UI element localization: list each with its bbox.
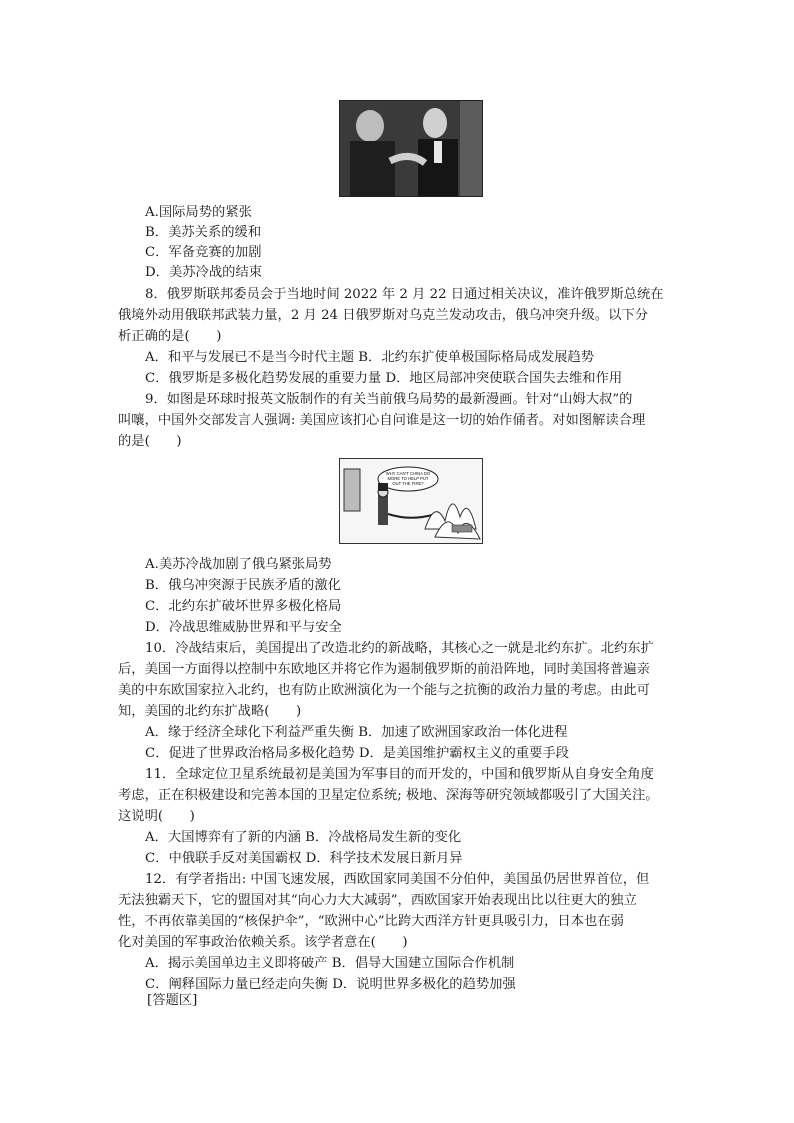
cartoon-bubble-text: WHY CAN'T CHINA DO xyxy=(385,471,431,476)
q8-options-cd: C．俄罗斯是多极化趋势发展的重要力量 D．地区局部冲突使联合国失去维和作用 xyxy=(145,371,623,386)
q10-stem-line-2: 后，美国一方面得以控制中东欧地区并将它作为遏制俄罗斯的前沿阵地，同时美国将普遍亲 xyxy=(118,662,650,677)
q8-options-ab: A．和平与发展已不是当今时代主题 B．北约东扩使单极国际格局成发展趋势 xyxy=(145,350,595,365)
q8-stem-line-2: 俄境外动用俄联邦武装力量，2 月 24 日俄罗斯对乌克兰发动攻击，俄乌冲突升级。以下分 xyxy=(118,308,649,323)
uncle-sam-fire-cartoon xyxy=(340,459,482,543)
q8-stem-line-1: 8．俄罗斯联邦委员会于当地时间 2022 年 2 月 22 日通过相关决议，准许俄罗斯总统在 xyxy=(145,287,664,302)
q8-stem-line-3: 析正确的是( ) xyxy=(118,329,222,344)
q9-stem-line-1: 9．如图是环球时报英文版制作的有关当前俄乌局势的最新漫画。针对“山姆大叔”的 xyxy=(145,392,633,407)
q10-options-cd: C．促进了世界政治格局多极化趋势 D．是美国维护霸权主义的重要手段 xyxy=(145,746,569,761)
q12-stem-line-1: 12．有学者指出: 中国飞速发展，西欧国家同美国不分伯仲，美国虽仍居世界首位，但 xyxy=(145,872,650,887)
q12-stem-line-2: 无法独霸天下，它的盟国对其“向心力大大减弱”，西欧国家开始表现出比以往更大的独立 xyxy=(118,893,637,908)
q12-stem-line-4: 化对美国的军事政治依赖关系。该学者意在( ) xyxy=(118,935,408,950)
q7-option-d: D．美苏冷战的结束 xyxy=(145,265,263,280)
q11-stem-line-2: 考虑，正在积极建设和完善本国的卫星定位系统; 极地、深海等研究领域都吸引了大国关注。 xyxy=(118,788,659,803)
q11-options-cd: C．中俄联手反对美国霸权 D．科学技术发展日新月异 xyxy=(145,851,463,866)
q9-stem-line-3: 的是( ) xyxy=(118,434,182,449)
q9-option-d: D．冷战思维威胁世界和平与安全 xyxy=(145,620,342,635)
q12-options-cd: C．阐释国际力量已经走向失衡 D．说明世界多极化的趋势加强 xyxy=(145,977,516,992)
political-cartoon xyxy=(339,458,483,544)
q7-option-b: B．美苏关系的缓和 xyxy=(145,225,262,240)
q9-stem-line-2: 叫嚷，中国外交部发言人强调: 美国应该扪心自问谁是这一切的始作俑者。对如图解读合理 xyxy=(118,413,646,428)
q12-options-ab: A．揭示美国单边主义即将破产 B．倡导大国建立国际合作机制 xyxy=(145,956,515,971)
q9-option-b: B．俄乌冲突源于民族矛盾的激化 xyxy=(145,578,341,593)
q12-stem-line-3: 性，不再依靠美国的“核保护伞”，“欧洲中心”比跨大西洋方针更具吸引力，日本也在弱 xyxy=(118,914,624,929)
q10-stem-line-4: 知，美国的北约东扩战略( ) xyxy=(118,704,302,719)
historical-photo xyxy=(339,100,483,197)
answer-area-label: [答题区] xyxy=(147,993,198,1008)
q11-options-ab: A．大国博弈有了新的内涵 B．冷战格局发生新的变化 xyxy=(145,830,462,845)
q9-option-c: C．北约东扩破坏世界多极化格局 xyxy=(145,599,342,614)
q7-option-a: A.国际局势的紧张 xyxy=(145,205,252,220)
q10-options-ab: A．缘于经济全球化下利益严重失衡 B．加速了欧洲国家政治一体化进程 xyxy=(145,725,568,740)
q11-stem-line-1: 11．全球定位卫星系统最初是美国为军事目的而开发的，中国和俄罗斯从自身安全角度 xyxy=(145,767,654,782)
leaders-handshake-image xyxy=(340,101,482,196)
svg-text:OUT THE FIRE?: OUT THE FIRE? xyxy=(392,481,424,486)
q9-option-a: A.美苏冷战加剧了俄乌紧张局势 xyxy=(145,557,332,572)
q11-stem-line-3: 这说明( ) xyxy=(118,809,195,824)
q10-stem-line-1: 10．冷战结束后，美国提出了改造北约的新战略，其核心之一就是北约东扩。北约东扩 xyxy=(145,641,654,656)
svg-text:MORE TO HELP PUT: MORE TO HELP PUT xyxy=(387,476,429,481)
q10-stem-line-3: 美的中东欧国家拉入北约，也有防止欧洲演化为一个能与之抗衡的政治力量的考虑。由此可 xyxy=(118,683,650,698)
q7-option-c: C．军备竞赛的加剧 xyxy=(145,245,262,260)
